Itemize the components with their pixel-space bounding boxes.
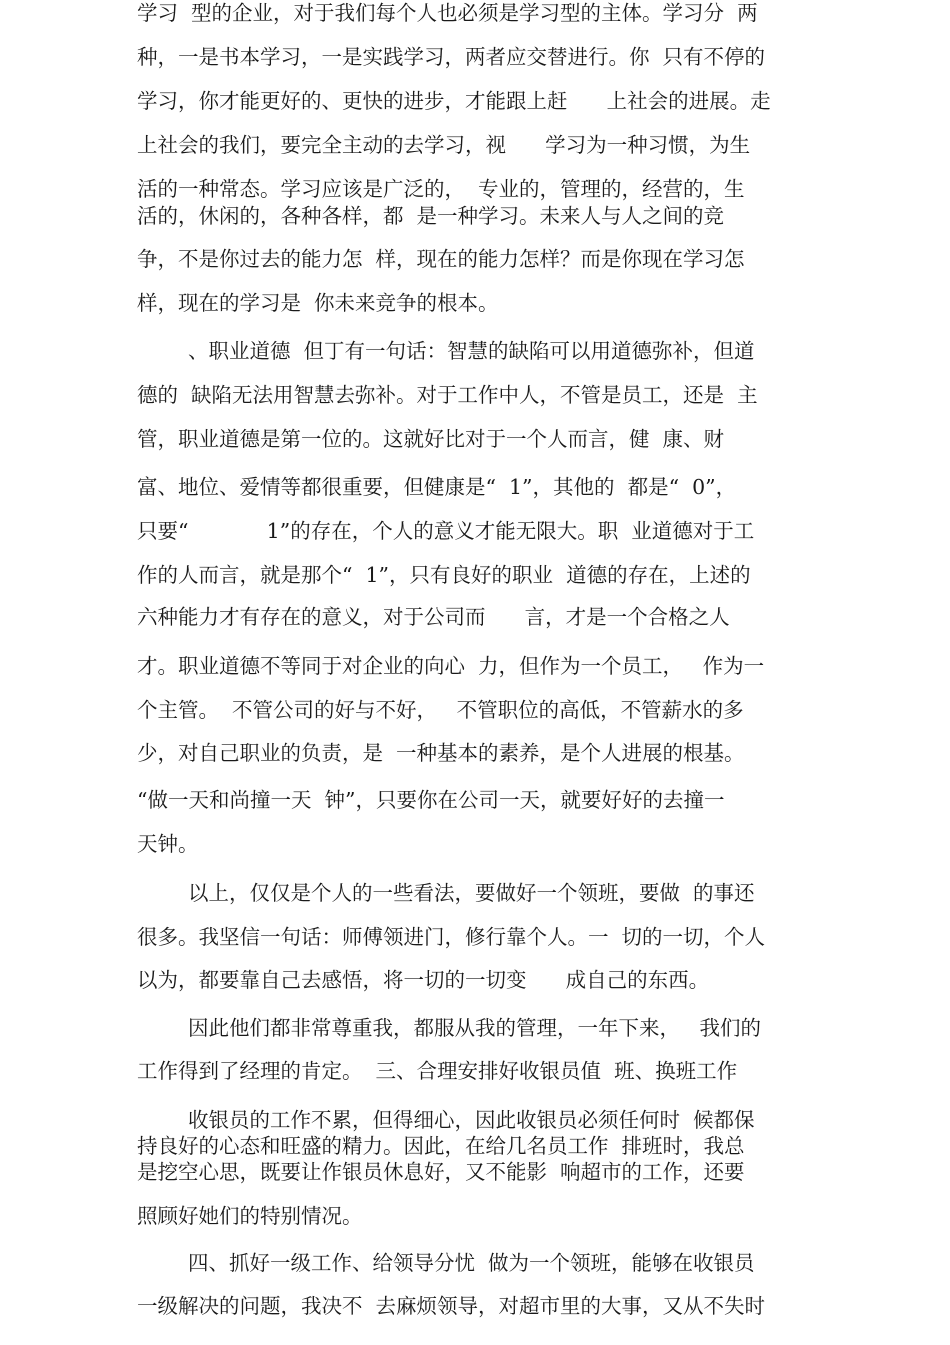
text-line: 管，职业道德是第一位的。这就好比对于一个人而言，健 康、财 (137, 427, 725, 451)
section-heading-line: 、职业道德 但丁有一句话：智慧的缺陷可以用道德弥补，但道 (188, 339, 755, 363)
text-line: 作的人而言，就是那个“ 1”，只有良好的职业 道德的存在，上述的 (137, 563, 751, 587)
paragraph-first-line: 因此他们都非常尊重我，都服从我的管理，一年下来， 我们的 (188, 1016, 762, 1040)
text-line: 照顾好她们的特别情况。 (137, 1204, 363, 1228)
text-line: 上社会的我们，要完全主动的去学习，视 学习为一种习惯，为生 (137, 133, 751, 157)
text-line: 持良好的心态和旺盛的精力。因此，在给几名员工作 排班时，我总 (137, 1134, 745, 1158)
text-line: 富、地位、爱情等都很重要，但健康是“ 1”，其他的 都是“ 0”， (137, 475, 737, 499)
text-line: 德的 缺陷无法用智慧去弥补。对于工作中人，不管是员工，还是 主 (137, 383, 758, 407)
text-line: 个主管。 不管公司的好与不好， 不管职位的高低，不管薪水的多 (137, 698, 744, 722)
paragraph-first-line: 以上，仅仅是个人的一些看法，要做好一个领班，要做 的事还 (188, 881, 755, 905)
text-line: “做一天和尚撞一天 钟”，只要你在公司一天，就要好好的去撞一 (137, 788, 725, 812)
paragraph-first-line: 四、抓好一级工作、给领导分忧 做为一个领班，能够在收银员 (188, 1251, 755, 1275)
text-line: 样，现在的学习是 你未来竞争的根本。 (137, 291, 499, 315)
text-line: 种，一是书本学习，一是实践学习，两者应交替进行。你 只有不停的 (137, 45, 766, 69)
text-line: 一级解决的问题，我决不 去麻烦领导，对超市里的大事，又从不失时 (137, 1294, 766, 1318)
text-line: 很多。我坚信一句话：师傅领进门，修行靠个人。一 切的一切，个人 (137, 925, 766, 949)
text-line: 只要“ 1”的存在，个人的意义才能无限大。职 业道德对于工 (137, 519, 755, 543)
text-line: 少，对自己职业的负责，是 一种基本的素养，是个人进展的根基。 (137, 741, 745, 765)
text-line: 学习，你才能更好的、更快的进步，才能跟上赶 上社会的进展。走 (137, 89, 771, 113)
text-line: 工作得到了经理的肯定。 三、合理安排好收银员值 班、换班工作 (137, 1059, 738, 1083)
text-line: 是挖空心思，既要让作银员休息好，又不能影 响超市的工作，还要 (137, 1160, 745, 1184)
text-line: 学习 型的企业，对于我们每个人也必须是学习型的主体。学习分 两 (137, 1, 758, 25)
text-line: 争，不是你过去的能力怎 样，现在的能力怎样？而是你现在学习怎 (137, 247, 745, 271)
text-line: 才。职业道德不等同于对企业的向心 力，但作为一个员工， 作为一 (137, 654, 765, 678)
paragraph-first-line: 收银员的工作不累，但得细心，因此收银员必须任何时 候都保 (188, 1108, 755, 1132)
text-line: 天钟。 (137, 832, 199, 856)
text-line: 六种能力才有存在的意义，对于公司而 言，才是一个合格之人 (137, 605, 730, 629)
text-line: 以为，都要靠自己去感悟，将一切的一切变 成自己的东西。 (137, 968, 710, 992)
text-line: 活的，休闲的，各种各样，都 是一种学习。未来人与人之间的竞 (137, 204, 725, 228)
text-line: 活的一种常态。学习应该是广泛的， 专业的，管理的，经营的，生 (137, 177, 745, 201)
